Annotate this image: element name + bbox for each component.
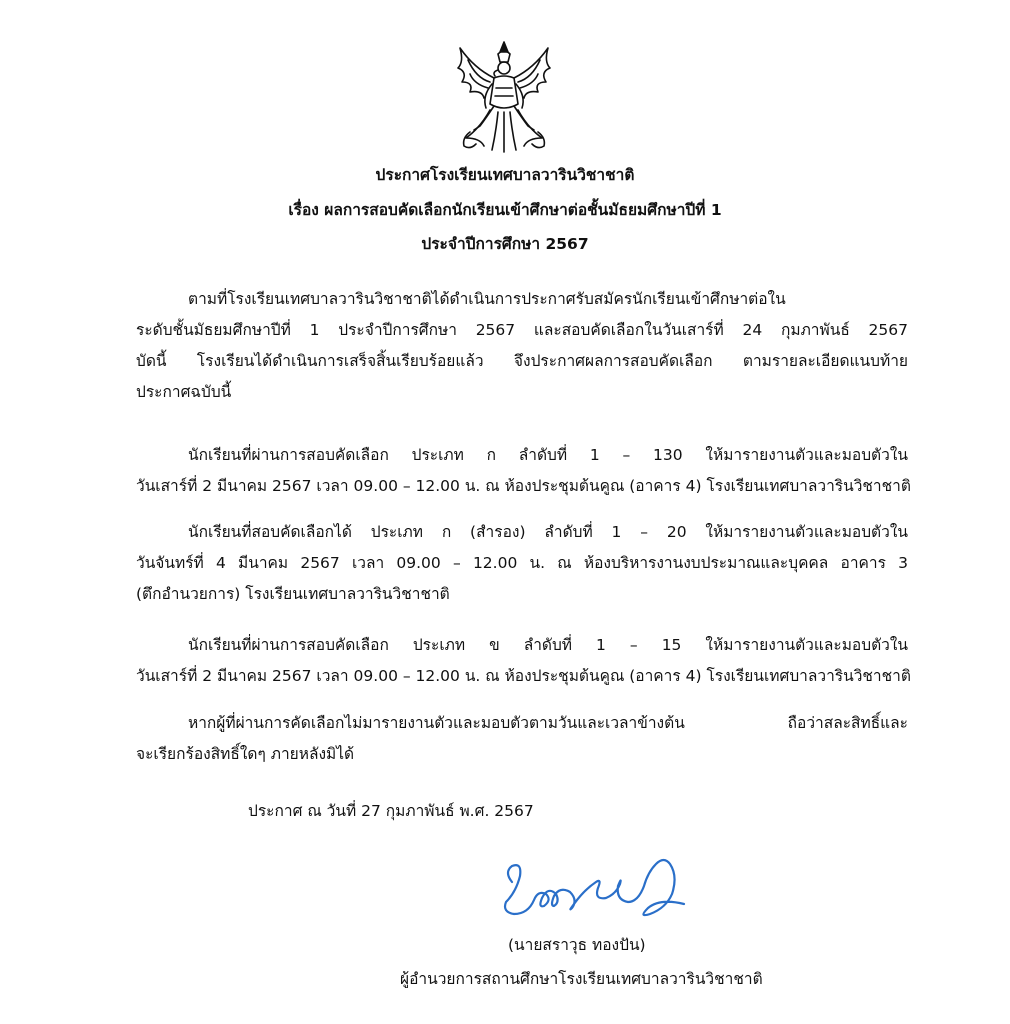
text-line: วันเสาร์ที่ 2 มีนาคม 2567 เวลา 09.00 – 12.00 น. ณ ห้องประชุมต้นคูณ (อาคาร 4) โรงเรียนเทศบาลวารินวิชาชาติ <box>136 667 911 685</box>
group-a-reserve-paragraph <box>136 517 908 610</box>
text-line: นักเรียนที่สอบคัดเลือกได้ ประเภท ก (สำรอง) ลำดับที่ 1 – 20 ให้มารายงานตัวและมอบตัวใน <box>188 523 908 541</box>
forfeit-paragraph <box>136 708 908 770</box>
announcement-subject: เรื่อง ผลการสอบคัดเลือกนักเรียนเข้าศึกษาต่อชั้นมัธยมศึกษาปีที่ 1 <box>288 201 722 219</box>
text-line: ตามที่โรงเรียนเทศบาลวารินวิชาชาติได้ดำเนินการประกาศรับสมัครนักเรียนเข้าศึกษาต่อใน <box>188 290 786 308</box>
text-line: จะเรียกร้องสิทธิ์ใดๆ ภายหลังมิได้ <box>136 745 355 763</box>
text-line: ระดับชั้นมัธยมศึกษาปีที่ 1 ประจำปีการศึกษา 2567 และสอบคัดเลือกในวันเสาร์ที่ 24 กุมภาพันธ์ 2567 <box>136 321 908 339</box>
garuda-emblem-icon <box>440 38 568 156</box>
group-b-paragraph <box>136 630 911 692</box>
announcement-date: ประกาศ ณ วันที่ 27 กุมภาพันธ์ พ.ศ. 2567 <box>248 802 534 820</box>
announcement-heading: ประกาศโรงเรียนเทศบาลวารินวิชาชาติ <box>375 166 635 184</box>
text-line: วันจันทร์ที่ 4 มีนาคม 2567 เวลา 09.00 – 12.00 น. ณ ห้องบริหารงานงบประมาณและบุคคล อาคาร 3 <box>136 554 908 572</box>
signer-name: (นายสราวุธ ทองปัน) <box>508 936 646 954</box>
text-line: นักเรียนที่ผ่านการสอบคัดเลือก ประเภท ก ลำดับที่ 1 – 130 ให้มารายงานตัวและมอบตัวใน <box>188 446 908 464</box>
text-line: ประกาศฉบับนี้ <box>136 383 232 401</box>
intro-paragraph <box>136 284 908 408</box>
group-a-paragraph <box>136 440 911 502</box>
academic-year: ประจำปีการศึกษา 2567 <box>421 235 589 253</box>
text-line: (ตึกอำนวยการ) โรงเรียนเทศบาลวารินวิชาชาติ <box>136 585 450 603</box>
text-line: บัดนี้ โรงเรียนได้ดำเนินการเสร็จสิ้นเรียบร้อยแล้ว จึงประกาศผลการสอบคัดเลือก ตามรายละเอียดแนบท้าย <box>136 352 908 370</box>
text-line: นักเรียนที่ผ่านการสอบคัดเลือก ประเภท ข ลำดับที่ 1 – 15 ให้มารายงานตัวและมอบตัวใน <box>188 636 908 654</box>
text-line: หากผู้ที่ผ่านการคัดเลือกไม่มารายงานตัวและมอบตัวตามวันและเวลาข้างต้น ถือว่าสละสิทธิ์และ <box>188 714 908 732</box>
signer-title: ผู้อำนวยการสถานศึกษาโรงเรียนเทศบาลวารินวิชาชาติ <box>400 970 763 988</box>
text-line: วันเสาร์ที่ 2 มีนาคม 2567 เวลา 09.00 – 12.00 น. ณ ห้องประชุมต้นคูณ (อาคาร 4) โรงเรียนเทศบาลวารินวิชาชาติ <box>136 477 911 495</box>
handwritten-signature <box>498 842 694 928</box>
